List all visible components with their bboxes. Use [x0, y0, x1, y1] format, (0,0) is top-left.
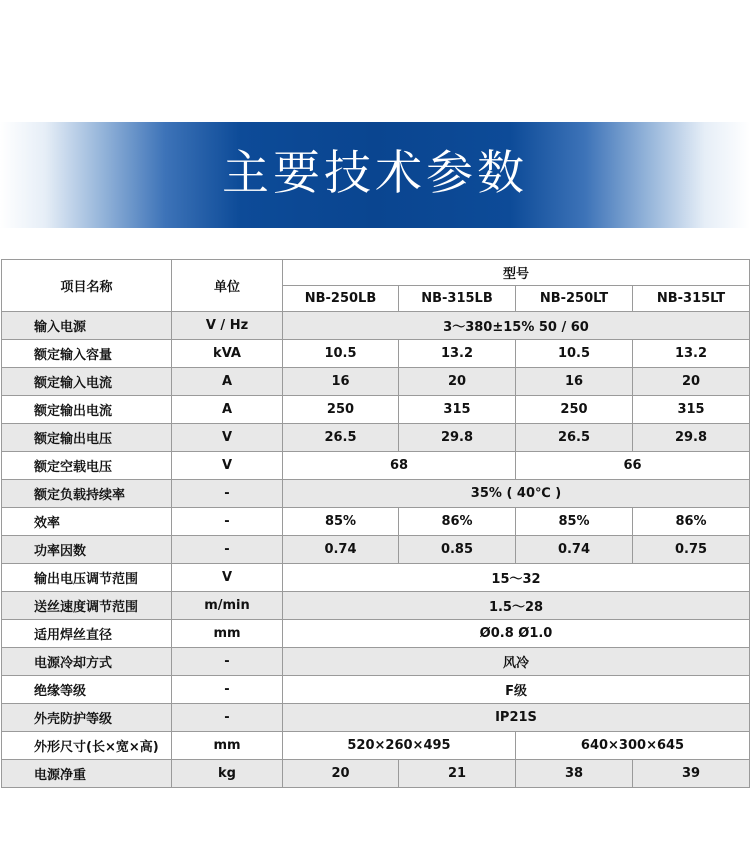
- table-row: [2, 312, 750, 340]
- row-value: 29.8: [633, 424, 750, 452]
- model-name: NB-315LT: [633, 286, 750, 312]
- row-unit: V / Hz: [172, 312, 283, 340]
- row-value: 85%: [283, 508, 399, 536]
- row-value: 3～380±15% 50 / 60: [283, 312, 750, 340]
- row-value: 29.8: [399, 424, 516, 452]
- row-value: 26.5: [516, 424, 633, 452]
- row-label: 电源冷却方式: [2, 648, 172, 676]
- table-row: [2, 452, 750, 480]
- row-unit: -: [172, 704, 283, 732]
- title-banner: [0, 122, 750, 228]
- header-unit: 单位: [172, 260, 283, 312]
- row-value: F级: [283, 676, 750, 704]
- table-row: [2, 592, 750, 620]
- row-value: 86%: [399, 508, 516, 536]
- row-value: 15～32: [283, 564, 750, 592]
- row-value: 13.2: [399, 340, 516, 368]
- table-row: [2, 480, 750, 508]
- row-value: 68: [283, 452, 516, 480]
- row-value: 66: [516, 452, 750, 480]
- row-value: 16: [283, 368, 399, 396]
- row-label: 外壳防护等级: [2, 704, 172, 732]
- table-row: [2, 536, 750, 564]
- row-label: 外形尺寸(长×宽×高): [2, 732, 172, 760]
- model-name: NB-250LB: [283, 286, 399, 312]
- row-value: 0.75: [633, 536, 750, 564]
- row-value: 85%: [516, 508, 633, 536]
- row-label: 功率因数: [2, 536, 172, 564]
- row-value: 0.74: [516, 536, 633, 564]
- row-label: 额定输入容量: [2, 340, 172, 368]
- row-value: 13.2: [633, 340, 750, 368]
- row-value: 10.5: [283, 340, 399, 368]
- row-value: Ø0.8 Ø1.0: [283, 620, 750, 648]
- row-label: 送丝速度调节范围: [2, 592, 172, 620]
- row-label: 额定负载持续率: [2, 480, 172, 508]
- model-name: NB-250LT: [516, 286, 633, 312]
- row-value: 20: [633, 368, 750, 396]
- page-title: 主要技术参数: [222, 146, 528, 201]
- row-value: 1.5～28: [283, 592, 750, 620]
- row-unit: -: [172, 676, 283, 704]
- row-unit: mm: [172, 732, 283, 760]
- row-value: 315: [633, 396, 750, 424]
- row-value: 21: [399, 760, 516, 788]
- header-item: 项目名称: [2, 260, 172, 312]
- row-label: 额定空载电压: [2, 452, 172, 480]
- table-row: [2, 340, 750, 368]
- row-label: 输入电源: [2, 312, 172, 340]
- table-row: [2, 648, 750, 676]
- row-label: 绝缘等级: [2, 676, 172, 704]
- row-value: 风冷: [283, 648, 750, 676]
- row-value: 38: [516, 760, 633, 788]
- row-unit: -: [172, 480, 283, 508]
- model-name: NB-315LB: [399, 286, 516, 312]
- row-unit: A: [172, 396, 283, 424]
- table-row: [2, 732, 750, 760]
- row-value: 86%: [633, 508, 750, 536]
- row-unit: V: [172, 452, 283, 480]
- row-label: 额定输出电流: [2, 396, 172, 424]
- header-model: 型号: [283, 260, 750, 286]
- table-row: [2, 424, 750, 452]
- table-row: [2, 396, 750, 424]
- row-value: 35% ( 40℃ ): [283, 480, 750, 508]
- row-label: 适用焊丝直径: [2, 620, 172, 648]
- row-value: 20: [283, 760, 399, 788]
- row-unit: V: [172, 564, 283, 592]
- row-unit: mm: [172, 620, 283, 648]
- row-label: 输出电压调节范围: [2, 564, 172, 592]
- row-unit: -: [172, 536, 283, 564]
- table-row: [2, 368, 750, 396]
- row-value: 520×260×495: [283, 732, 516, 760]
- row-value: 26.5: [283, 424, 399, 452]
- row-value: 0.85: [399, 536, 516, 564]
- row-value: 10.5: [516, 340, 633, 368]
- table-row: [2, 676, 750, 704]
- table-row: [2, 508, 750, 536]
- table-row: [2, 620, 750, 648]
- row-unit: -: [172, 648, 283, 676]
- row-label: 效率: [2, 508, 172, 536]
- spec-table: [1, 259, 750, 788]
- row-value: 16: [516, 368, 633, 396]
- table-row: [2, 760, 750, 788]
- row-label: 电源净重: [2, 760, 172, 788]
- row-unit: A: [172, 368, 283, 396]
- row-value: 250: [283, 396, 399, 424]
- row-value: 20: [399, 368, 516, 396]
- table-row: [2, 704, 750, 732]
- row-label: 额定输入电流: [2, 368, 172, 396]
- row-value: 315: [399, 396, 516, 424]
- row-value: 640×300×645: [516, 732, 750, 760]
- row-value: 250: [516, 396, 633, 424]
- table-row: [2, 564, 750, 592]
- row-value: 39: [633, 760, 750, 788]
- row-unit: V: [172, 424, 283, 452]
- row-value: IP21S: [283, 704, 750, 732]
- row-value: 0.74: [283, 536, 399, 564]
- header-row: [2, 260, 750, 286]
- row-unit: -: [172, 508, 283, 536]
- row-unit: kVA: [172, 340, 283, 368]
- row-label: 额定输出电压: [2, 424, 172, 452]
- row-unit: m/min: [172, 592, 283, 620]
- row-unit: kg: [172, 760, 283, 788]
